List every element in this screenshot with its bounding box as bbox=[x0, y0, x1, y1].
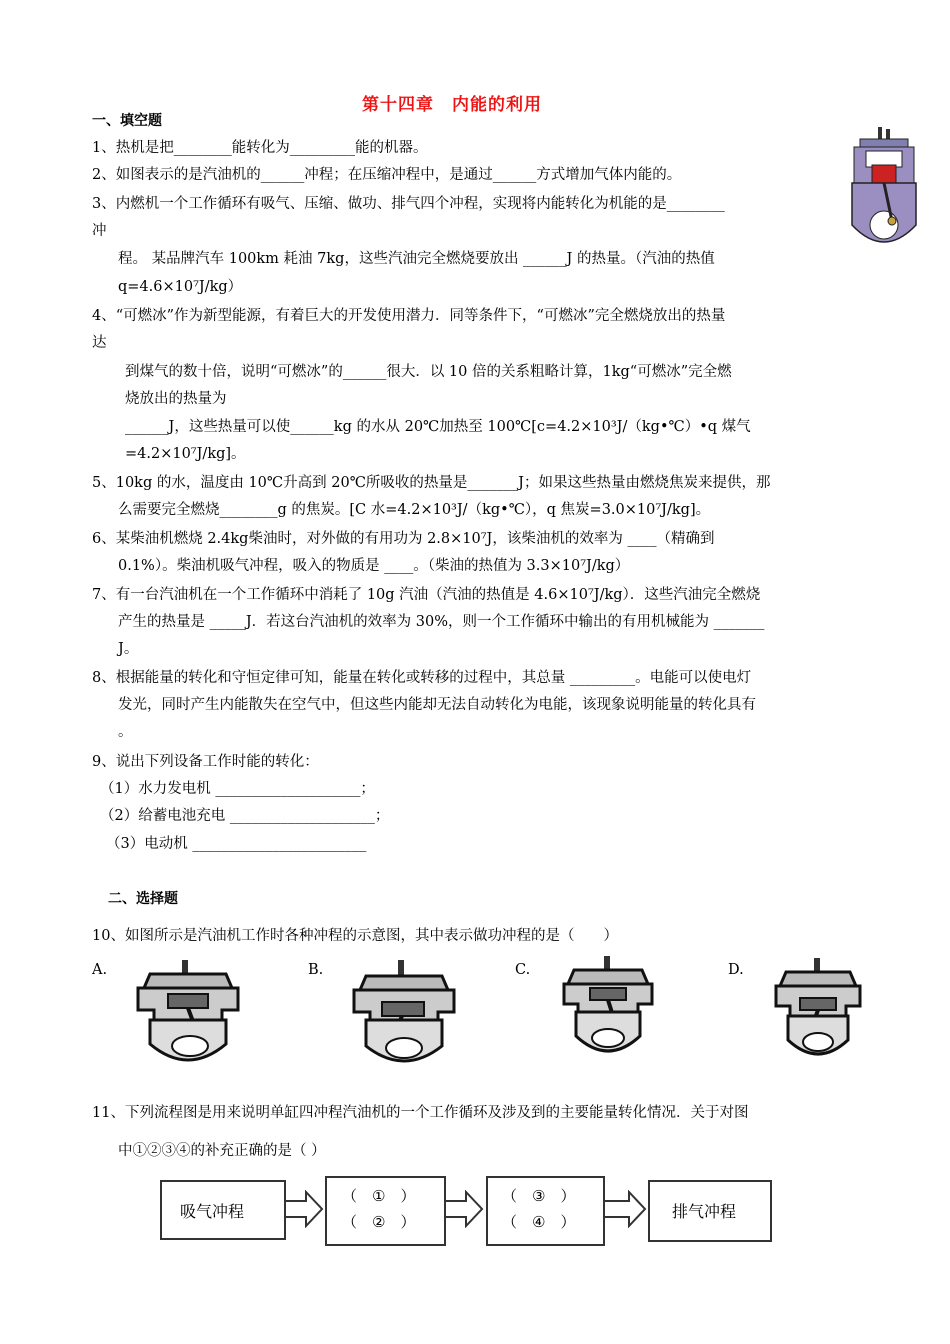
question-6-line2: 0.1%）。柴油机吸气冲程，吸入的物质是 ____。（柴油的热值为 3.3×10⁷J/kg） bbox=[118, 558, 630, 574]
question-9-item1: （1）水力发电机 ____________________； bbox=[100, 781, 375, 797]
engine-diagram-a bbox=[132, 958, 244, 1070]
flow-arrow-3 bbox=[603, 1190, 647, 1228]
option-d-label: D. bbox=[728, 962, 744, 978]
question-7-line2: 产生的热量是 _____J．若这台汽油机的效率为 30%，则一个工作循环中输出的有用机械能为 _______ bbox=[118, 614, 765, 630]
question-1: 1、热机是把________能转化为_________能的机器。 bbox=[92, 140, 428, 156]
question-4-line2: 达 bbox=[92, 335, 107, 351]
engine-diagram-b bbox=[348, 958, 460, 1070]
flow-blank-4: （ ④ ） bbox=[502, 1213, 576, 1231]
engine-diagram bbox=[848, 125, 920, 257]
question-8-line1: 8、根据能量的转化和守恒定律可知，能量在转化或转移的过程中，其总量 _________。电能可以使电灯 bbox=[92, 670, 752, 686]
question-10: 10、如图所示是汽油机工作时各种冲程的示意图，其中表示做功冲程的是（ ） bbox=[92, 928, 618, 944]
flow-blank-2: （ ② ） bbox=[342, 1213, 416, 1231]
question-3-line3: 程。 某品牌汽车 100km 耗油 7kg，这些汽油完全燃烧要放出 ______J 的热量。（汽油的热值 bbox=[118, 251, 715, 267]
engine-diagram-d bbox=[772, 956, 864, 1068]
question-2: 2、如图表示的是汽油机的______冲程；在压缩冲程中，是通过______方式增加气体内能的。 bbox=[92, 167, 682, 183]
question-3-line2: 冲 bbox=[92, 223, 107, 239]
page-title: 第十四章 内能的利用 bbox=[362, 95, 542, 115]
question-7-line1: 7、有一台汽油机在一个工作循环中消耗了 10g 汽油（汽油的热值是 4.6×10⁷J/kg）．这些汽油完全燃烧 bbox=[92, 587, 761, 603]
question-3-line1: 3、内燃机一个工作循环有吸气、压缩、做功、排气四个冲程，实现将内能转化为机能的是________ bbox=[92, 196, 725, 212]
question-9-item3: （3）电动机 ________________________ bbox=[106, 836, 367, 852]
question-11-line1: 11、下列流程图是用来说明单缸四冲程汽油机的一个工作循环及涉及到的主要能量转化情况．关于对图 bbox=[92, 1105, 749, 1121]
question-9-item2: （2）给蓄电池充电 ____________________； bbox=[100, 808, 390, 824]
question-4-line3: 到煤气的数十倍，说明“可燃冰”的______很大．以 10 倍的关系粗略计算，1kg“可燃冰”完全燃 bbox=[125, 364, 732, 380]
flow-box-exhaust-label: 排气冲程 bbox=[672, 1202, 737, 1221]
question-4-line1: 4、“可燃冰”作为新型能源，有着巨大的开发使用潜力．同等条件下，“可燃冰”完全燃烧放出的热量 bbox=[92, 308, 726, 324]
question-4-line6: =4.2×10⁷J/kg]。 bbox=[125, 446, 246, 462]
option-a-label: A. bbox=[92, 962, 108, 978]
flow-box-intake-label: 吸气冲程 bbox=[180, 1202, 245, 1221]
flow-blank-1: （ ① ） bbox=[342, 1187, 416, 1205]
question-8-line3: 。 bbox=[118, 724, 133, 740]
question-4-line4: 烧放出的热量为 bbox=[125, 391, 227, 407]
question-8-line2: 发光，同时产生内能散失在空气中，但这些内能却无法自动转化为电能，该现象说明能量的转化具有 bbox=[118, 697, 756, 713]
question-9: 9、说出下列设备工作时能的转化： bbox=[92, 754, 319, 770]
question-11-line2: 中①②③④的补充正确的是（ ） bbox=[118, 1143, 326, 1159]
option-b-label: B. bbox=[308, 962, 324, 978]
question-5-line1: 5、10kg 的水，温度由 10℃升高到 20℃所吸收的热量是_______J；如果这些热量由燃烧焦炭来提供，那 bbox=[92, 475, 771, 491]
question-3-line4: q=4.6×10⁷J/kg） bbox=[118, 279, 243, 295]
flow-blank-3: （ ③ ） bbox=[502, 1187, 576, 1205]
section-multiple-choice: 二、选择题 bbox=[108, 891, 178, 907]
question-6-line1: 6、某柴油机燃烧 2.4kg柴油时，对外做的有用功为 2.8×10⁷J，该柴油机的效率为 ____（精确到 bbox=[92, 531, 715, 547]
question-4-line5: ______J，这些热量可以使______kg 的水从 20℃加热至 100℃[c=4.2×10³J/（kg•℃）•q 煤气 bbox=[125, 419, 751, 435]
section-fill-blank: 一、填空题 bbox=[92, 113, 162, 129]
option-c-label: C. bbox=[515, 962, 531, 978]
question-5-line2: 么需要完全燃烧________g 的焦炭。[C 水=4.2×10³J/（kg•℃），q 焦炭=3.0×10⁷J/kg]。 bbox=[118, 502, 711, 518]
flow-arrow-2 bbox=[444, 1190, 484, 1228]
flow-arrow-1 bbox=[284, 1190, 324, 1228]
question-7-line3: J。 bbox=[118, 641, 139, 657]
engine-diagram-c bbox=[560, 954, 656, 1066]
